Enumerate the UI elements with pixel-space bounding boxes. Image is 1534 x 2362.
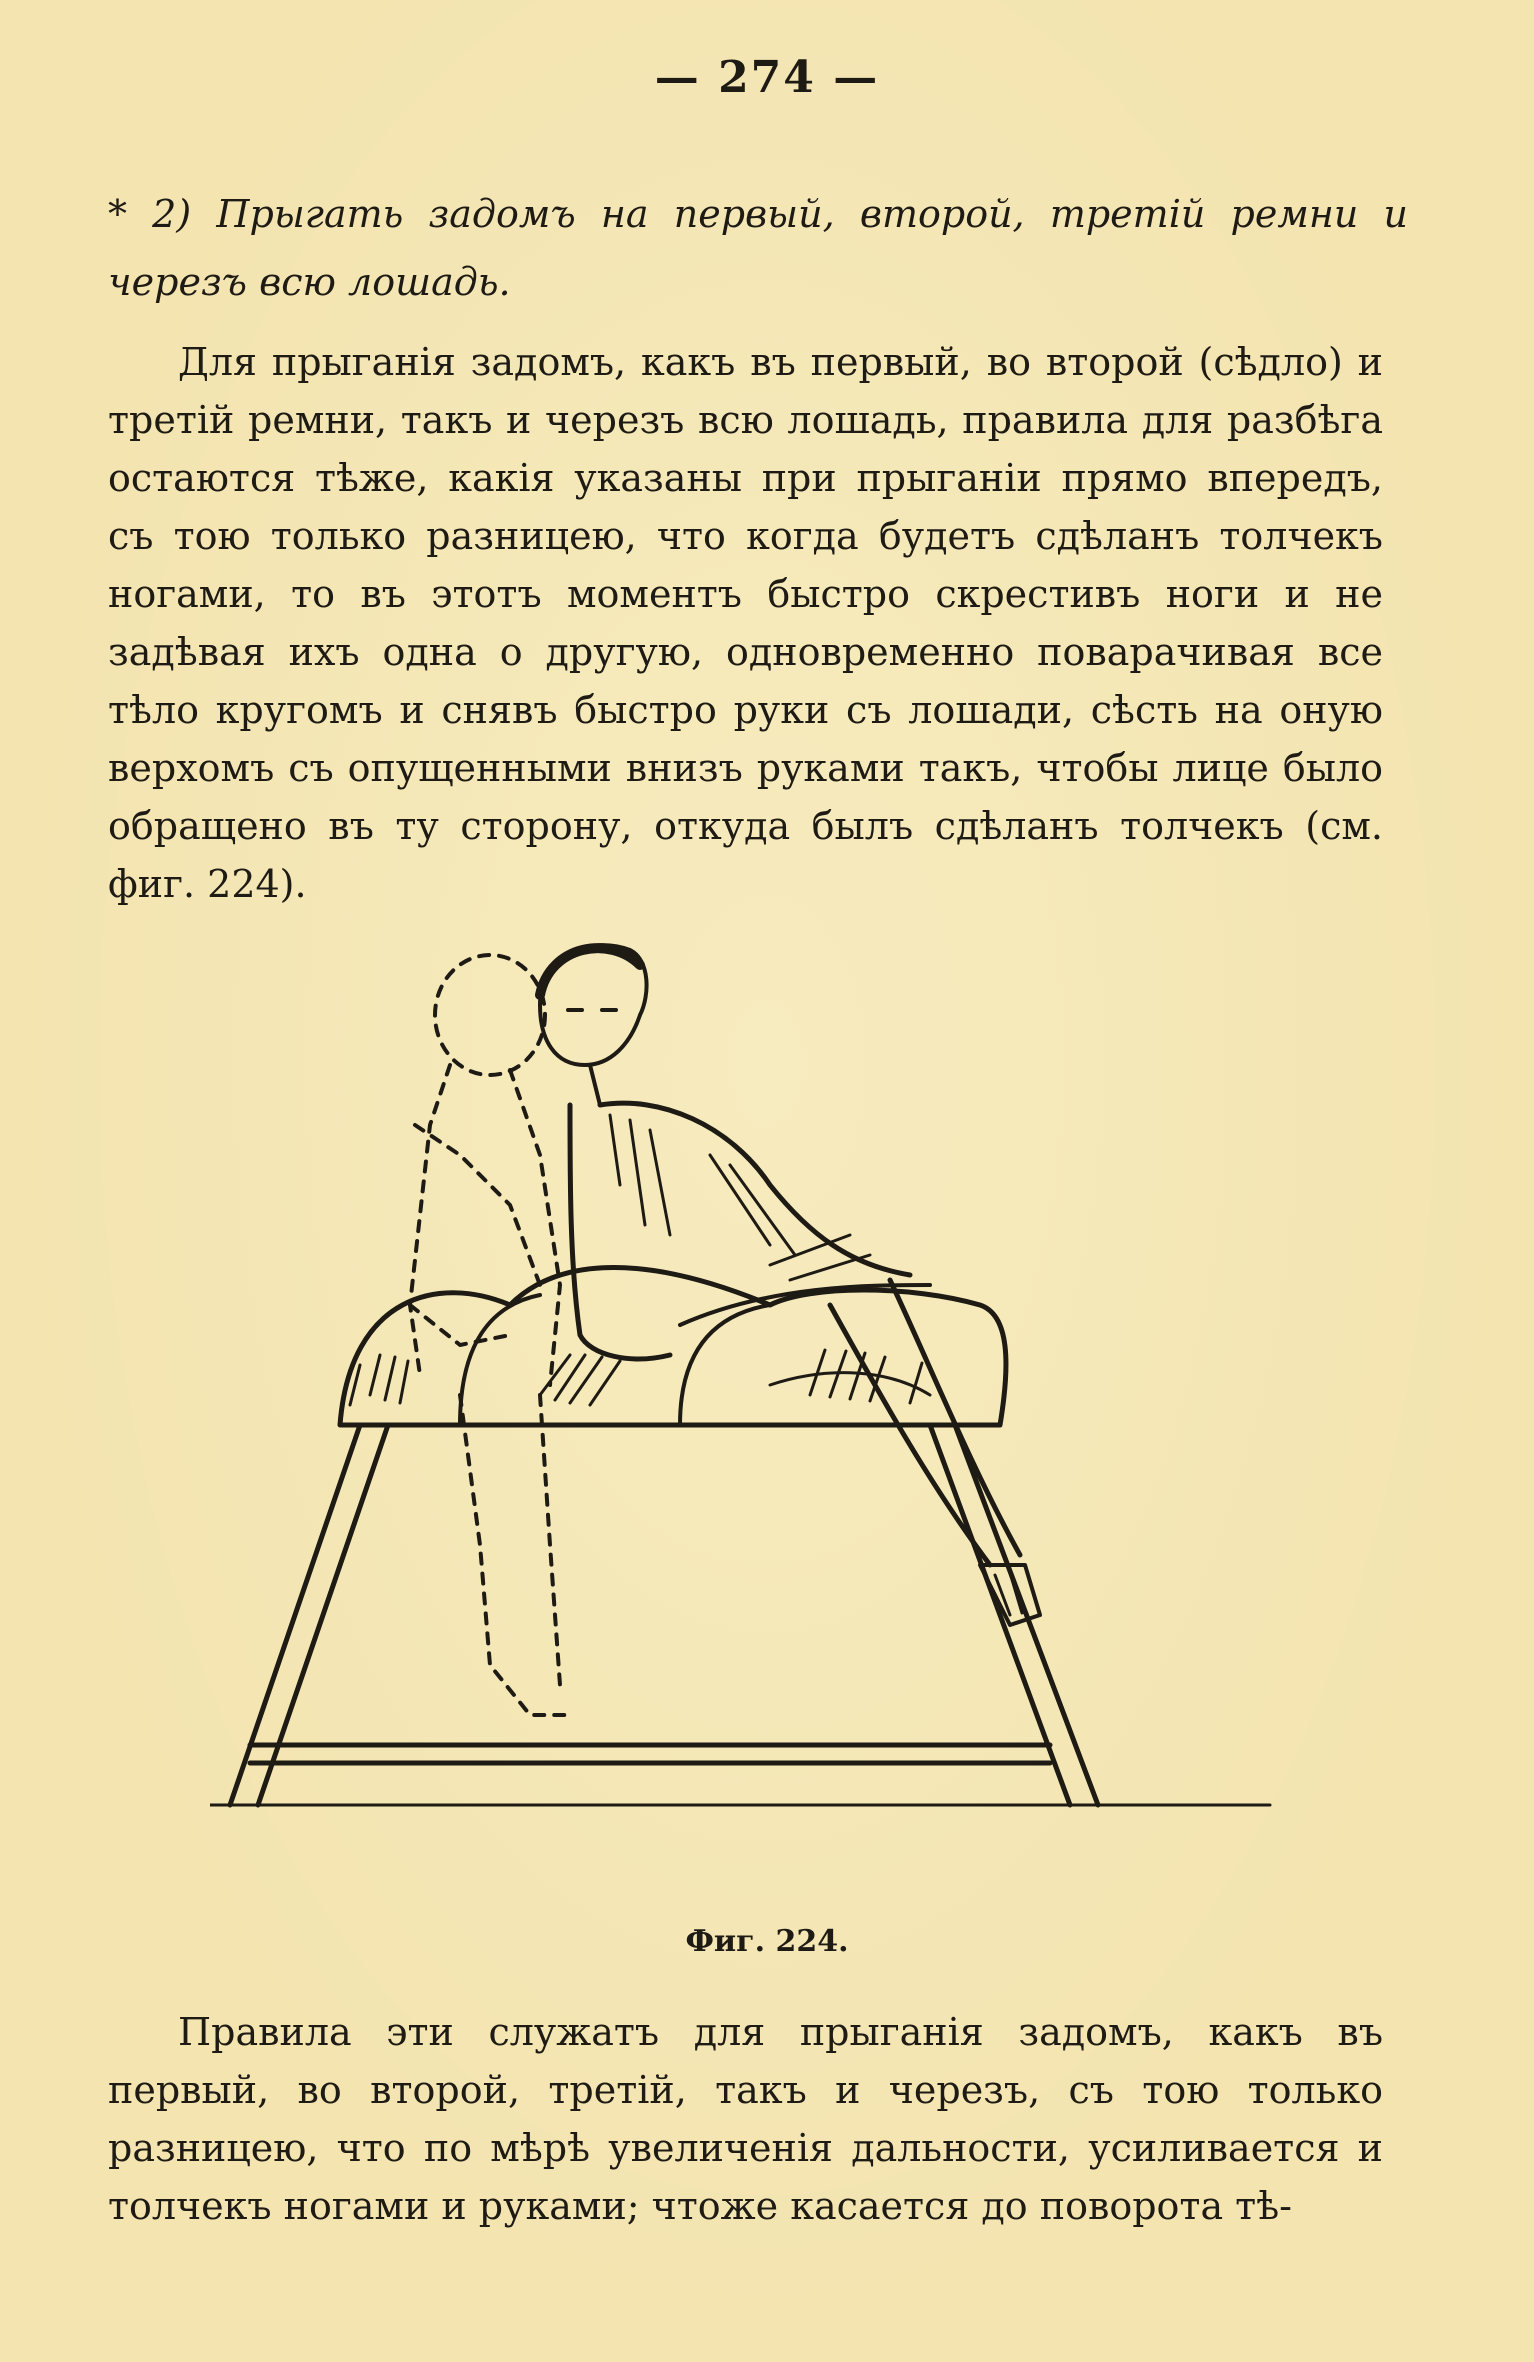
figure-224 [210,925,1310,1915]
paragraph-2: Правила эти служатъ для прыганія задомъ, какъ въ первый, во второй, третій, такъ и черезъ, съ тою только разницею, что по мѣрѣ увеличенія дальности, усиливается и толчекъ ногами и руками; чтоже касается до поворота тѣ- [108,2010,1383,2228]
section-heading: * 2) Прыгать задомъ на первый, второй, третій ремни и черезъ всю лошадь. [108,192,1408,304]
vaulting-horse-illustration [210,925,1310,1915]
paragraph-1: Для прыганія задомъ, какъ въ первый, во второй (сѣдло) и третій ремни, такъ и черезъ всю лошадь, правила для разбѣга остаются тѣже, какія указаны при прыганіи прямо впередъ, съ тою только разницею, что когда будетъ сдѣланъ толчекъ ногами, то въ этотъ моментъ быстро скрестивъ ноги и не задѣвая ихъ одна о другую, одновременно поварачивая все тѣло кругомъ и снявъ быстро руки съ лошади, сѣсть на оную верхомъ съ опущенными внизъ руками такъ, чтобы лице было обращено въ ту сторону, откуда былъ сдѣланъ толчекъ (см. фиг. 224). [108,340,1383,906]
page-number: — 274 — [654,52,880,103]
figure-caption: Фиг. 224. [685,1924,849,1959]
